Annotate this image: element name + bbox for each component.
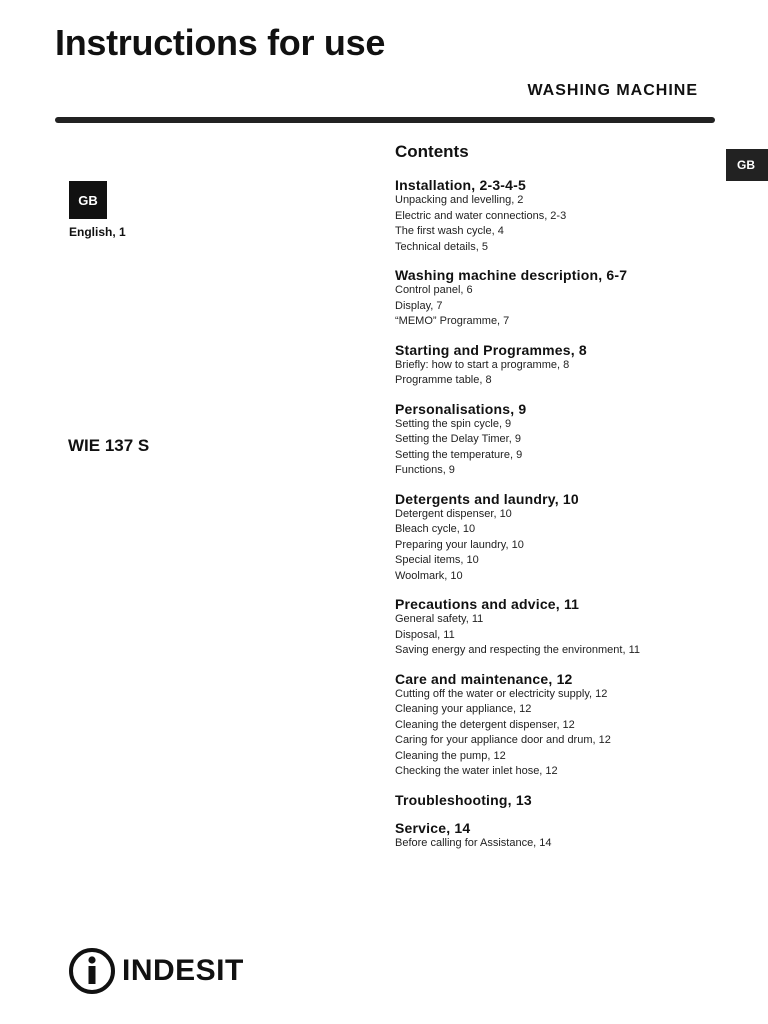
contents-section <box>395 820 735 852</box>
section-title: Troubleshooting, 13 <box>395 791 532 808</box>
contents-sections <box>395 177 735 851</box>
language-label: English, 1 <box>69 225 126 239</box>
section-item: Technical details, 5 <box>395 240 488 253</box>
section-item: Special items, 10 <box>395 554 479 566</box>
section-item: General safety, 11 <box>395 613 484 625</box>
section-item: Setting the Delay Timer, 9 <box>395 433 521 445</box>
contents-section <box>395 596 735 659</box>
section-title: Installation, 2-3-4-5 <box>395 177 527 193</box>
section-title: Service, 14 <box>395 819 471 836</box>
section-item: “MEMO” Programme, 7 <box>395 315 510 327</box>
section-item: Checking the water inlet hose, 12 <box>395 765 558 777</box>
header-divider <box>55 117 715 123</box>
section-item: Programme table, 8 <box>395 374 492 386</box>
section-item: Unpacking and levelling, 2 <box>395 194 524 206</box>
section-item: Saving energy and respecting the environment, 11 <box>395 644 641 656</box>
section-item: Woolmark, 10 <box>395 569 463 582</box>
contents-section <box>395 177 735 255</box>
section-title: Personalisations, 9 <box>395 400 527 417</box>
section-item: The first wash cycle, 4 <box>395 225 504 237</box>
contents-heading: Contents <box>395 142 469 161</box>
indesit-logo-icon <box>68 947 116 995</box>
section-title: Washing machine description, 6-7 <box>395 267 628 283</box>
section-item: Preparing your laundry, 10 <box>395 538 524 551</box>
section-title: Care and maintenance, 12 <box>395 670 573 687</box>
section-item: Cutting off the water or electricity supply, 12 <box>395 687 608 700</box>
section-title: Precautions and advice, 11 <box>395 596 580 612</box>
section-item: Bleach cycle, 10 <box>395 523 476 535</box>
contents-section <box>395 792 735 808</box>
contents-section <box>395 491 735 585</box>
brand-logo <box>68 944 244 998</box>
section-item: Display, 7 <box>395 299 443 312</box>
section-item: Cleaning the pump, 12 <box>395 749 506 762</box>
document-title: Instructions for use <box>55 22 386 63</box>
section-item: Cleaning the detergent dispenser, 12 <box>395 718 575 731</box>
section-item: Functions, 9 <box>395 464 455 476</box>
section-title: Detergents and laundry, 10 <box>395 490 579 507</box>
contents-section <box>395 267 735 330</box>
document-subtitle: WASHING MACHINE <box>527 82 698 99</box>
section-item: Setting the spin cycle, 9 <box>395 417 512 430</box>
language-badge: GB <box>69 181 107 219</box>
contents-section <box>395 401 735 479</box>
section-item: Before calling for Assistance, 14 <box>395 836 552 849</box>
section-item: Setting the temperature, 9 <box>395 448 523 461</box>
contents-section <box>395 671 735 780</box>
section-item: Caring for your appliance door and drum, 12 <box>395 734 611 746</box>
section-title: Starting and Programmes, 8 <box>395 341 587 358</box>
brand-name: INDESIT <box>122 954 244 987</box>
section-item: Cleaning your appliance, 12 <box>395 703 532 715</box>
section-item: Detergent dispenser, 10 <box>395 507 512 520</box>
section-item: Disposal, 11 <box>395 628 455 641</box>
contents-section <box>395 342 735 389</box>
section-item: Control panel, 6 <box>395 284 473 296</box>
section-item: Briefly: how to start a programme, 8 <box>395 358 570 371</box>
model-number: WIE 137 S <box>68 436 150 455</box>
table-of-contents <box>395 141 735 863</box>
section-item: Electric and water connections, 2-3 <box>395 209 567 222</box>
language-side-tab: GB <box>726 149 768 181</box>
